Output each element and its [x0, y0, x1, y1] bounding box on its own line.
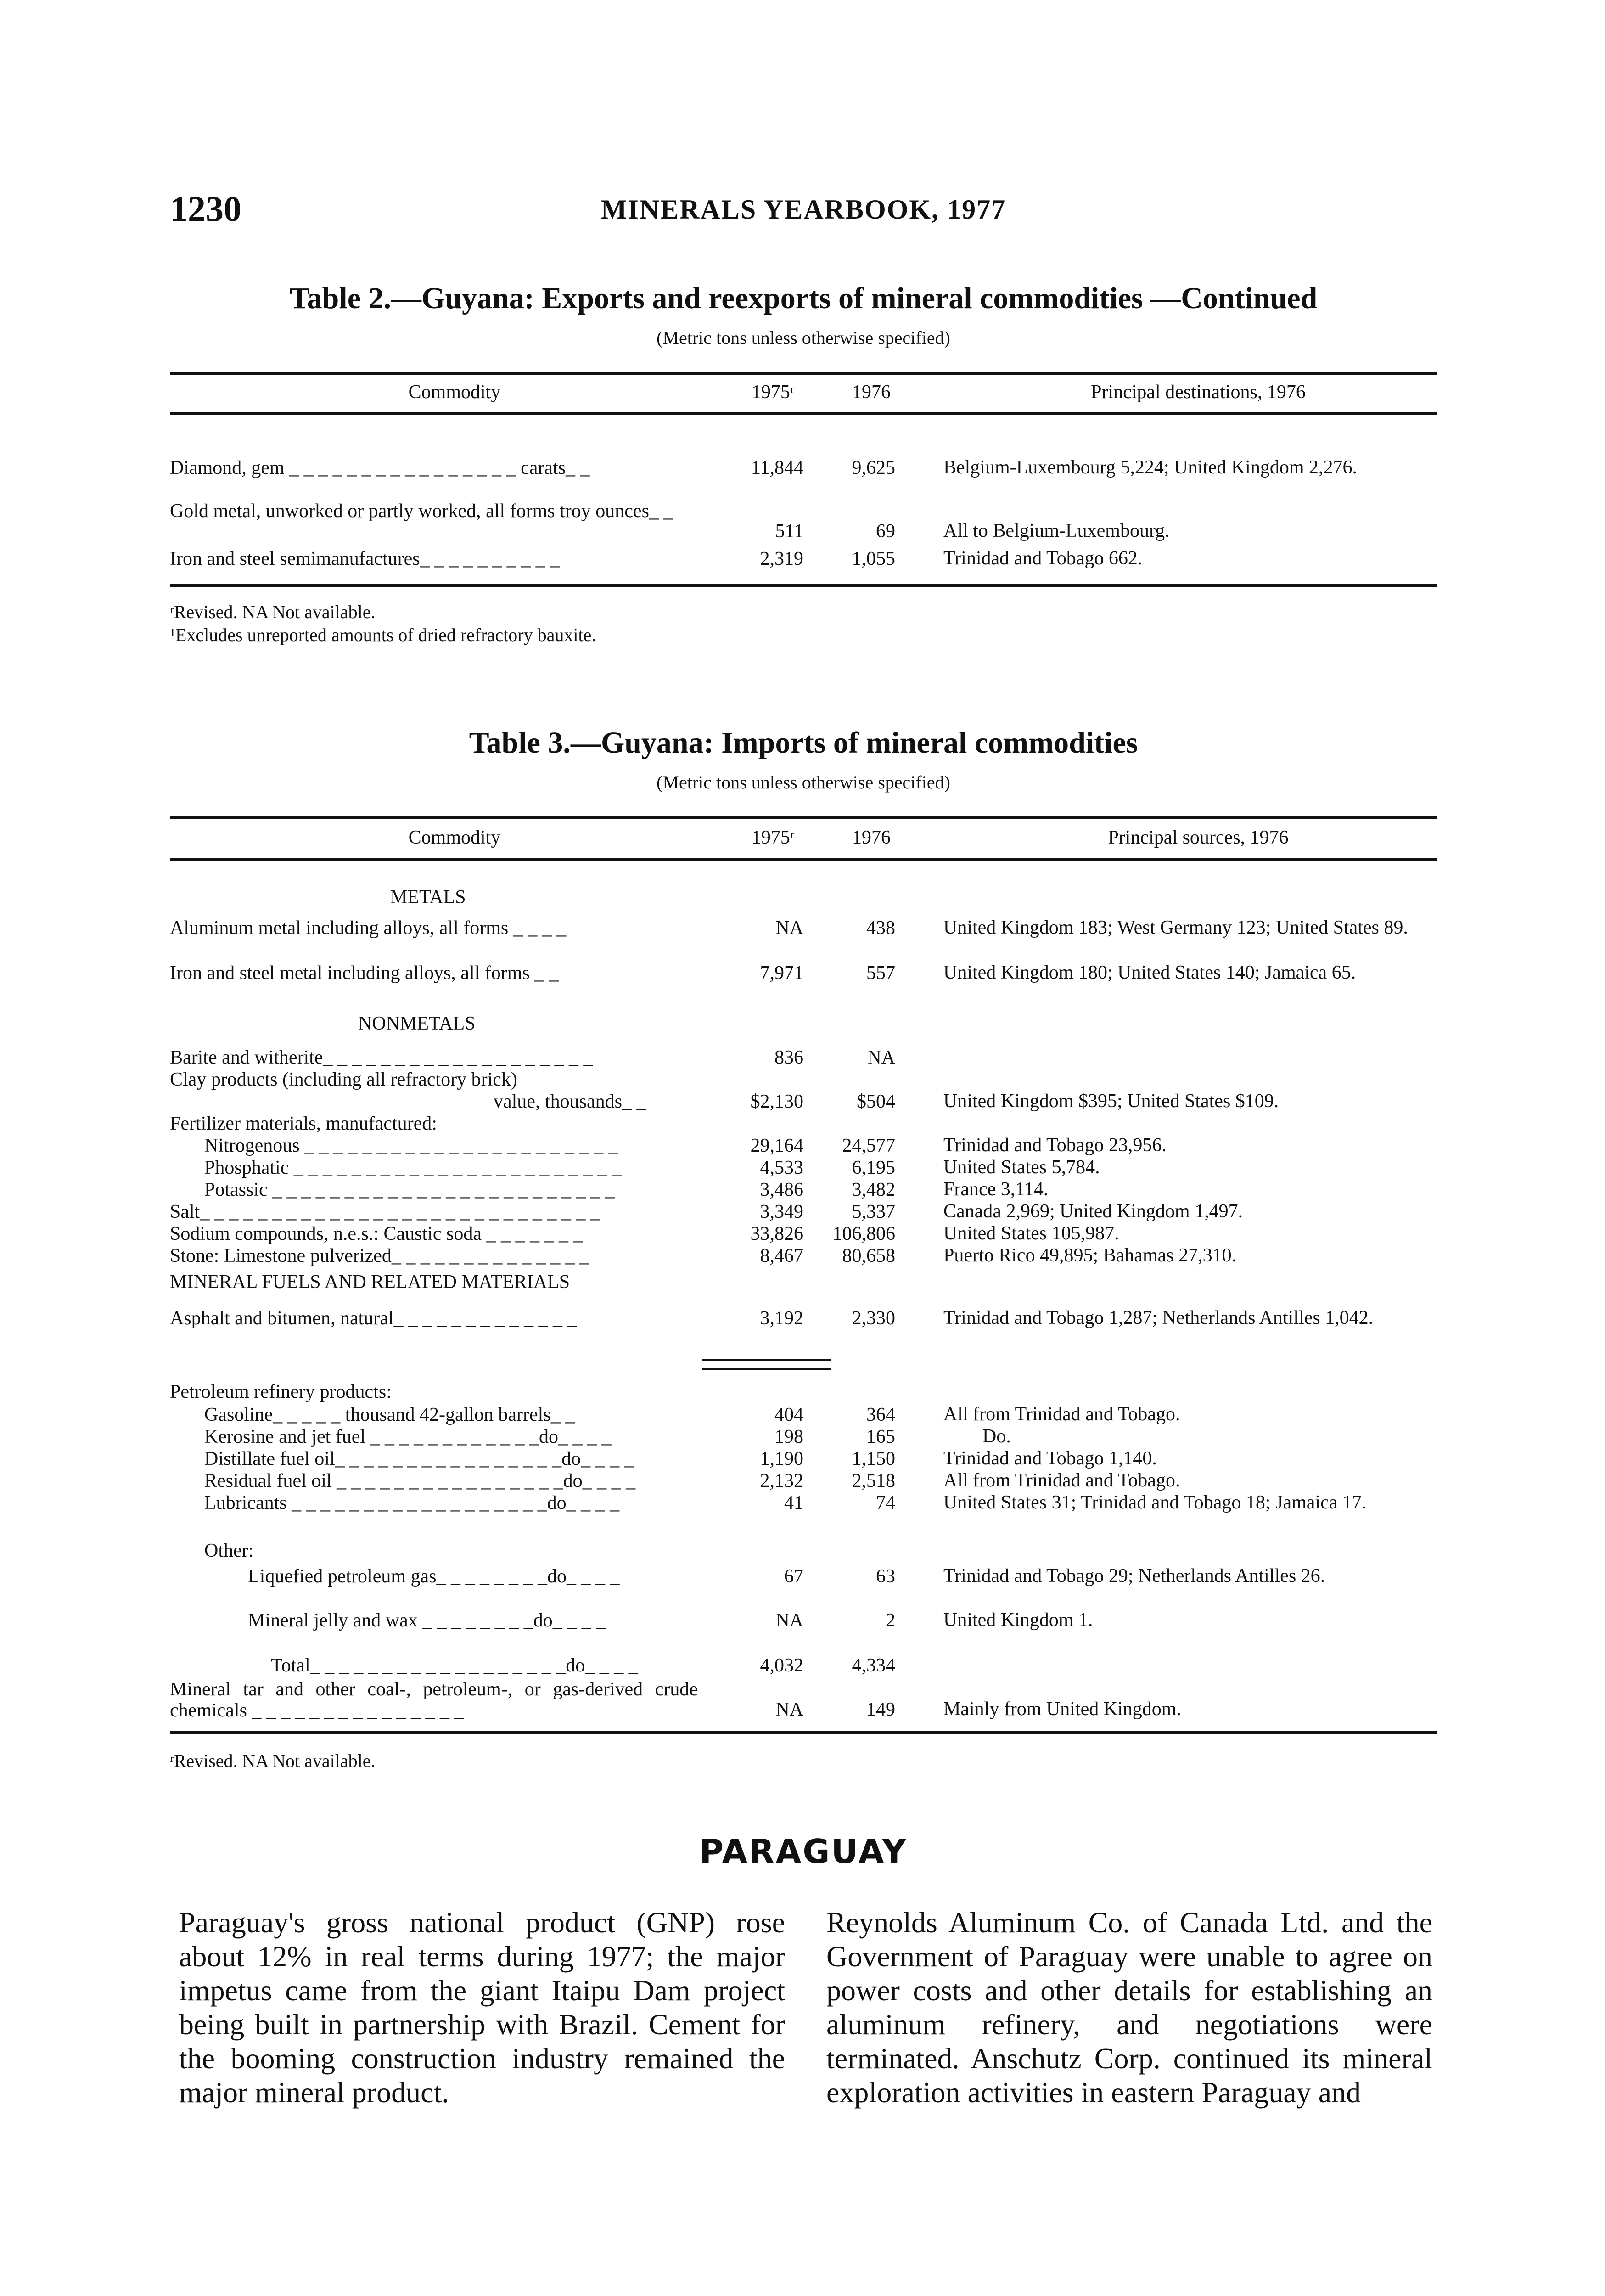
value-1976: NA — [867, 1047, 895, 1068]
commodity-cell: Total_ _ _ _ _ _ _ _ _ _ _ _ _ _ _ _ _ _do_ _ _ _ — [271, 1655, 638, 1676]
value-1975: 2,132 — [760, 1470, 803, 1491]
value-1976: 2 — [886, 1610, 895, 1631]
table2-title: Table 2.—Guyana: Exports and reexports of mineral commodities —Continued — [289, 281, 1318, 315]
destination-cell: Trinidad and Tobago 662. — [943, 548, 1143, 569]
table3-head-rule — [170, 858, 1437, 861]
source-cell: France 3,114. — [943, 1179, 1049, 1200]
commodity-cell: Nitrogenous _ _ _ _ _ _ _ _ _ _ _ _ _ _ _ _ _ _ _ _ _ _ — [204, 1135, 618, 1156]
commodity-cell: Potassic _ _ _ _ _ _ _ _ _ _ _ _ _ _ _ _ _ _ _ _ _ _ _ _ — [204, 1179, 615, 1200]
table2-top-rule — [170, 372, 1437, 375]
source-cell: United Kingdom 183; West Germany 123; United States 89. — [943, 917, 1408, 938]
value-1976: 69 — [876, 521, 895, 542]
value-1976: 1,055 — [852, 548, 895, 569]
value-1976: 63 — [876, 1566, 895, 1587]
commodity-cell: Iron and steel semimanufactures_ _ _ _ _ _ _ _ _ _ — [170, 548, 560, 569]
commodity-cell: Gold metal, unworked or partly worked, all forms troy ounces_ _ — [170, 501, 673, 522]
table2-col-commodity: Commodity — [408, 382, 501, 403]
commodity-cell: Kerosine and jet fuel _ _ _ _ _ _ _ _ _ _ _ _do_ _ _ _ — [204, 1426, 612, 1447]
source-cell: United Kingdom $395; United States $109. — [943, 1091, 1279, 1112]
value-1976: 80,658 — [842, 1245, 895, 1266]
value-1975: 1,190 — [760, 1448, 803, 1469]
commodity-cell: Petroleum refinery products: — [170, 1381, 392, 1402]
double-rule-top — [702, 1359, 831, 1361]
source-cell: United States 5,784. — [943, 1157, 1100, 1178]
destination-cell: Belgium-Luxembourg 5,224; United Kingdom 2,276. — [943, 457, 1357, 478]
commodity-cell: Liquefied petroleum gas_ _ _ _ _ _ _ _do_ _ _ _ — [248, 1566, 620, 1587]
value-1976: 3,482 — [852, 1179, 895, 1200]
source-cell: United Kingdom 180; United States 140; Jamaica 65. — [943, 962, 1356, 983]
table2-col-1975: 1975ʳ — [751, 382, 794, 403]
paraguay-text-left: Paraguay's gross national product (GNP) rose about 12% in real terms during 1977; the major impetus came from the giant Itaipu Dam project being built in partnership with Brazil. Cement for the booming construction industry remained the major mineral product. — [179, 1906, 785, 2109]
table2-col-dest: Principal destinations, 1976 — [1091, 382, 1306, 403]
value-1976: 557 — [866, 962, 895, 984]
value-1975: 4,533 — [760, 1157, 803, 1178]
source-cell: All from Trinidad and Tobago. — [943, 1404, 1180, 1425]
value-1976: 438 — [866, 917, 895, 939]
value-1976: 9,625 — [852, 457, 895, 478]
value-1975: 11,844 — [751, 457, 803, 478]
value-1976: 364 — [866, 1404, 895, 1425]
value-1975: $2,130 — [750, 1091, 803, 1112]
commodity-cell: Lubricants _ _ _ _ _ _ _ _ _ _ _ _ _ _ _ _ _ _do_ _ _ _ — [204, 1492, 620, 1514]
value-1976: $504 — [857, 1091, 895, 1112]
table2-head-rule — [170, 412, 1437, 415]
commodity-cell: Mineral tar and other coal-, petroleum-, or gas-derived crude chemicals _ _ _ _ _ _ _ _ _ _ _ _ _ _ _ — [170, 1679, 698, 1721]
value-1975: 2,319 — [760, 548, 803, 569]
commodity-cell: Residual fuel oil _ _ _ _ _ _ _ _ _ _ _ _ _ _ _ _do_ _ _ _ — [204, 1470, 636, 1491]
section-fuels: MINERAL FUELS AND RELATED MATERIALS — [170, 1272, 570, 1293]
table2-col-1976: 1976 — [852, 382, 891, 403]
source-cell: United Kingdom 1. — [943, 1609, 1093, 1631]
commodity-cell: Phosphatic _ _ _ _ _ _ _ _ _ _ _ _ _ _ _ _ _ _ _ _ _ _ _ — [204, 1157, 622, 1178]
table3-col-commodity: Commodity — [408, 827, 501, 848]
value-1975: 404 — [774, 1404, 803, 1425]
table3-col-sources: Principal sources, 1976 — [1108, 827, 1289, 848]
table3-subtitle: (Metric tons unless otherwise specified) — [657, 772, 950, 793]
table3-bottom-rule — [170, 1731, 1437, 1734]
commodity-cell: Sodium compounds, n.e.s.: Caustic soda _ _ _ _ _ _ _ — [170, 1223, 583, 1244]
value-1975: 3,192 — [760, 1308, 803, 1329]
value-1975: 8,467 — [760, 1245, 803, 1266]
commodity-cell: Stone: Limestone pulverized_ _ _ _ _ _ _ _ _ _ _ _ _ _ — [170, 1245, 589, 1266]
source-cell: Trinidad and Tobago 1,287; Netherlands Antilles 1,042. — [943, 1307, 1374, 1328]
commodity-cell: Mineral jelly and wax _ _ _ _ _ _ _ _do_ _ _ _ — [248, 1610, 606, 1631]
value-1975: NA — [775, 917, 803, 939]
value-1976: 165 — [866, 1426, 895, 1447]
source-cell: Trinidad and Tobago 23,956. — [943, 1135, 1167, 1156]
value-1976: 24,577 — [842, 1135, 895, 1156]
destination-cell: All to Belgium-Luxembourg. — [943, 520, 1170, 541]
value-1976: 6,195 — [852, 1157, 895, 1178]
value-1976: 74 — [876, 1492, 895, 1514]
commodity-cell: Asphalt and bitumen, natural_ _ _ _ _ _ _ _ _ _ _ _ _ — [170, 1308, 577, 1329]
value-1976: 5,337 — [852, 1201, 895, 1222]
commodity-cell: value, thousands_ _ — [494, 1091, 646, 1112]
source-cell: Trinidad and Tobago 29; Netherlands Antilles 26. — [943, 1565, 1325, 1587]
table3-col-1975: 1975ʳ — [751, 827, 794, 848]
table2-footnote-revised: ʳRevised. NA Not available. — [170, 602, 376, 622]
table3-footnote: ʳRevised. NA Not available. — [170, 1750, 376, 1771]
section-metals: METALS — [390, 887, 466, 908]
source-cell: Canada 2,969; United Kingdom 1,497. — [943, 1201, 1243, 1222]
paraguay-heading: PARAGUAY — [699, 1832, 908, 1871]
table2-subtitle: (Metric tons unless otherwise specified) — [657, 327, 950, 348]
running-title: MINERALS YEARBOOK, 1977 — [600, 194, 1006, 225]
value-1975: 836 — [774, 1047, 803, 1068]
source-cell: Puerto Rico 49,895; Bahamas 27,310. — [943, 1245, 1237, 1266]
source-cell: Do. — [982, 1426, 1011, 1447]
table2-footnote-excludes: ¹Excludes unreported amounts of dried refractory bauxite. — [170, 625, 596, 645]
source-cell: Trinidad and Tobago 1,140. — [943, 1448, 1157, 1469]
source-cell: All from Trinidad and Tobago. — [943, 1470, 1180, 1491]
value-1975: 29,164 — [750, 1135, 803, 1156]
commodity-cell: Gasoline_ _ _ _ _ thousand 42-gallon barrels_ _ — [204, 1404, 575, 1425]
commodity-cell: Other: — [204, 1540, 254, 1561]
page-header — [170, 188, 1437, 230]
value-1975: 3,486 — [760, 1179, 803, 1200]
commodity-cell: Diamond, gem _ _ _ _ _ _ _ _ _ _ _ _ _ _ _ _ carats_ _ — [170, 457, 590, 478]
value-1976: 2,330 — [852, 1308, 895, 1329]
commodity-cell: Salt_ _ _ _ _ _ _ _ _ _ _ _ _ _ _ _ _ _ _ _ _ _ _ _ _ _ _ _ — [170, 1201, 600, 1222]
table3-title: Table 3.—Guyana: Imports of mineral commodities — [469, 726, 1138, 760]
source-cell: United States 31; Trinidad and Tobago 18; Jamaica 17. — [943, 1492, 1367, 1513]
value-1975: 511 — [775, 521, 803, 542]
page-number: 1230 — [170, 189, 241, 229]
value-1976: 2,518 — [852, 1470, 895, 1491]
source-cell: United States 105,987. — [943, 1223, 1119, 1244]
commodity-cell: Distillate fuel oil_ _ _ _ _ _ _ _ _ _ _ _ _ _ _ _do_ _ _ _ — [204, 1448, 634, 1469]
value-1976: 106,806 — [832, 1223, 895, 1244]
table3-col-1976: 1976 — [852, 827, 891, 848]
commodity-cell: Iron and steel metal including alloys, all forms _ _ — [170, 962, 559, 984]
value-1976: 4,334 — [852, 1655, 895, 1676]
commodity-cell: Barite and witherite_ _ _ _ _ _ _ _ _ _ _ _ _ _ _ _ _ _ _ — [170, 1047, 593, 1068]
value-1976: 149 — [866, 1699, 895, 1720]
value-1975: 41 — [784, 1492, 803, 1514]
value-1975: 33,826 — [750, 1223, 803, 1244]
value-1975: 7,971 — [760, 962, 803, 984]
source-cell: Mainly from United Kingdom. — [943, 1699, 1181, 1720]
table3-top-rule — [170, 816, 1437, 819]
value-1975: 3,349 — [760, 1201, 803, 1222]
double-rule-bottom — [702, 1368, 831, 1370]
value-1975: 4,032 — [760, 1655, 803, 1676]
value-1975: NA — [775, 1699, 803, 1720]
commodity-cell: Fertilizer materials, manufactured: — [170, 1113, 437, 1134]
commodity-cell: Clay products (including all refractory brick) — [170, 1069, 517, 1090]
section-nonmetals: NONMETALS — [358, 1013, 476, 1034]
value-1975: 198 — [774, 1426, 803, 1447]
value-1975: 67 — [784, 1566, 803, 1587]
value-1975: NA — [775, 1610, 803, 1631]
value-1976: 1,150 — [852, 1448, 895, 1469]
table2-bottom-rule — [170, 584, 1437, 587]
commodity-cell: Aluminum metal including alloys, all forms _ _ _ _ — [170, 917, 567, 939]
paraguay-text-right: Reynolds Aluminum Co. of Canada Ltd. and the Government of Paraguay were unable to agree on power costs and other details for establishing an aluminum refinery, and negotiations were terminated. Anschutz Corp. continued its mineral exploration activities in eastern Paraguay and — [826, 1906, 1432, 2109]
